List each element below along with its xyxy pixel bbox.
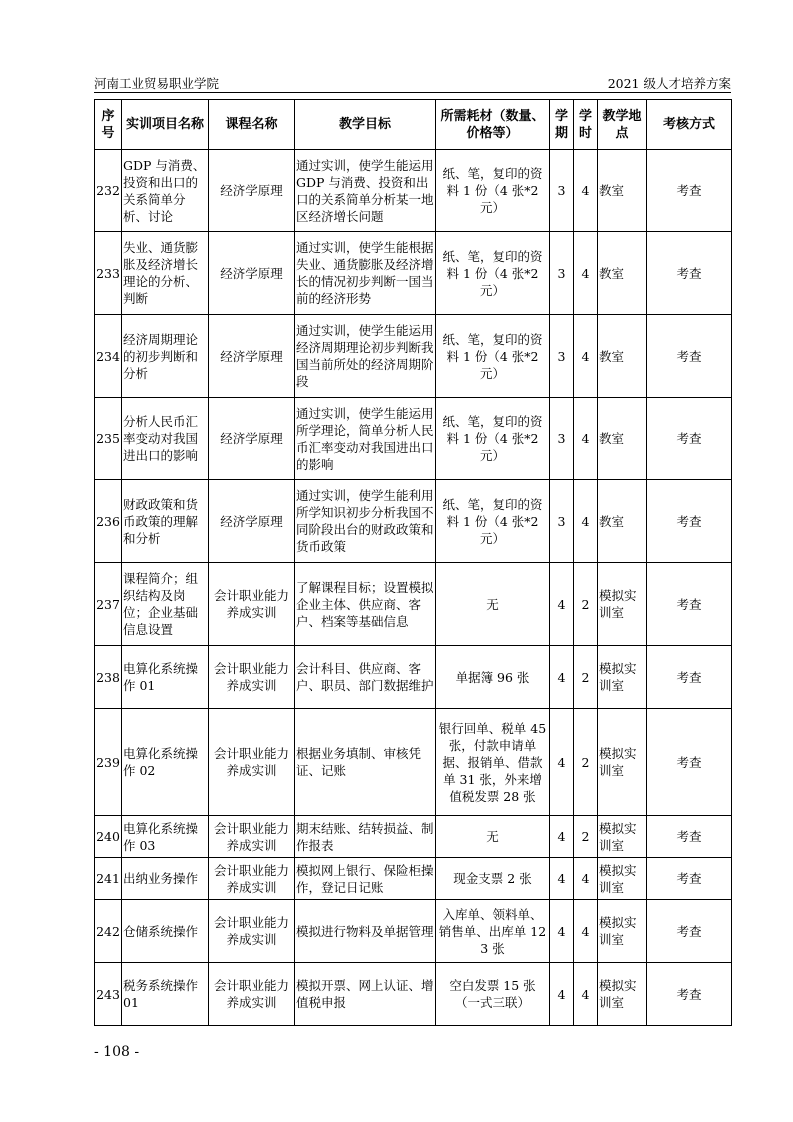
course-name: 会计职业能力养成实训	[209, 858, 295, 900]
term: 4	[550, 900, 574, 963]
term: 4	[550, 858, 574, 900]
page-header	[94, 74, 731, 93]
location: 模拟实训室	[598, 816, 647, 858]
col-header: 课程名称	[209, 100, 295, 150]
hours: 4	[574, 900, 598, 963]
location: 模拟实训室	[598, 646, 647, 709]
table-row	[95, 480, 732, 563]
hours: 2	[574, 709, 598, 816]
course-name: 经济学原理	[209, 232, 295, 315]
project-name: 税务系统操作 01	[122, 963, 209, 1026]
assessment: 考查	[647, 563, 732, 646]
location: 教室	[598, 398, 647, 480]
location: 模拟实训室	[598, 709, 647, 816]
page-number: - 108 -	[94, 1044, 140, 1060]
project-name: 财政政策和货币政策的理解和分析	[122, 480, 209, 563]
hours: 4	[574, 315, 598, 398]
header-plan-title: 2021 级人才培养方案	[607, 76, 731, 91]
assessment: 考查	[647, 709, 732, 816]
row-number: 240	[95, 816, 122, 858]
course-name: 会计职业能力养成实训	[209, 709, 295, 816]
assessment: 考查	[647, 858, 732, 900]
teaching-goal: 通过实训，使学生能利用所学知识初步分析我国不同阶段出台的财政政策和货币政策	[295, 480, 436, 563]
assessment: 考查	[647, 150, 732, 232]
teaching-goal: 模拟网上银行、保险柜操作，登记日记账	[295, 858, 436, 900]
project-name: 仓储系统操作	[122, 900, 209, 963]
term: 4	[550, 709, 574, 816]
term: 3	[550, 150, 574, 232]
location: 教室	[598, 150, 647, 232]
teaching-goal: 期末结账、结转损益、制作报表	[295, 816, 436, 858]
materials: 空白发票 15 张（一式三联）	[436, 963, 550, 1026]
project-name: 失业、通货膨胀及经济增长理论的分析、判断	[122, 232, 209, 315]
teaching-goal: 通过实训，使学生能运用 GDP 与消费、投资和出口的关系简单分析某一地区经济增长问题	[295, 150, 436, 232]
table-row	[95, 150, 732, 232]
col-header: 所需耗材（数量、价格等）	[436, 100, 550, 150]
row-number: 233	[95, 232, 122, 315]
materials: 纸、笔，复印的资料 1 份（4 张*2 元）	[436, 398, 550, 480]
table-row	[95, 963, 732, 1026]
location: 教室	[598, 480, 647, 563]
assessment: 考查	[647, 900, 732, 963]
table-row	[95, 816, 732, 858]
course-name: 经济学原理	[209, 398, 295, 480]
project-name: 分析人民币汇率变动对我国进出口的影响	[122, 398, 209, 480]
teaching-goal: 模拟开票、网上认证、增值税申报	[295, 963, 436, 1026]
training-table	[94, 99, 732, 1026]
location: 模拟实训室	[598, 900, 647, 963]
project-name: 电算化系统操作 01	[122, 646, 209, 709]
teaching-goal: 了解课程目标；设置模拟企业主体、供应商、客户、档案等基础信息	[295, 563, 436, 646]
assessment: 考查	[647, 315, 732, 398]
hours: 4	[574, 858, 598, 900]
teaching-goal: 会计科目、供应商、客户、职员、部门数据维护	[295, 646, 436, 709]
term: 3	[550, 480, 574, 563]
term: 3	[550, 232, 574, 315]
hours: 2	[574, 816, 598, 858]
materials: 无	[436, 563, 550, 646]
hours: 4	[574, 232, 598, 315]
hours: 2	[574, 646, 598, 709]
col-header: 实训项目名称	[122, 100, 209, 150]
location: 教室	[598, 232, 647, 315]
materials: 纸、笔，复印的资料 1 份（4 张*2 元）	[436, 315, 550, 398]
row-number: 241	[95, 858, 122, 900]
table-header-row	[95, 100, 732, 150]
table-row	[95, 709, 732, 816]
course-name: 经济学原理	[209, 150, 295, 232]
col-header: 教学目标	[295, 100, 436, 150]
assessment: 考查	[647, 816, 732, 858]
materials: 单据簿 96 张	[436, 646, 550, 709]
row-number: 232	[95, 150, 122, 232]
hours: 4	[574, 150, 598, 232]
row-number: 237	[95, 563, 122, 646]
row-number: 243	[95, 963, 122, 1026]
project-name: 电算化系统操作 02	[122, 709, 209, 816]
project-name: 电算化系统操作 03	[122, 816, 209, 858]
term: 4	[550, 646, 574, 709]
course-name: 会计职业能力养成实训	[209, 816, 295, 858]
materials: 无	[436, 816, 550, 858]
term: 3	[550, 398, 574, 480]
term: 4	[550, 563, 574, 646]
assessment: 考查	[647, 398, 732, 480]
term: 4	[550, 816, 574, 858]
hours: 4	[574, 480, 598, 563]
course-name: 会计职业能力养成实训	[209, 900, 295, 963]
hours: 4	[574, 963, 598, 1026]
teaching-goal: 通过实训，使学生能运用经济周期理论初步判断我国当前所处的经济周期阶段	[295, 315, 436, 398]
project-name: 经济周期理论的初步判断和分析	[122, 315, 209, 398]
col-header: 考核方式	[647, 100, 732, 150]
teaching-goal: 通过实训，使学生能运用所学理论，简单分析人民币汇率变动对我国进出口的影响	[295, 398, 436, 480]
table-row	[95, 858, 732, 900]
course-name: 会计职业能力养成实训	[209, 963, 295, 1026]
location: 模拟实训室	[598, 858, 647, 900]
row-number: 238	[95, 646, 122, 709]
assessment: 考查	[647, 963, 732, 1026]
hours: 2	[574, 563, 598, 646]
materials: 银行回单、税单 45 张，付款申请单据、报销单、借款单 31 张，外来增值税发票 28 张	[436, 709, 550, 816]
course-name: 会计职业能力养成实训	[209, 563, 295, 646]
materials: 纸、笔，复印的资料 1 份（4 张*2 元）	[436, 150, 550, 232]
assessment: 考查	[647, 646, 732, 709]
assessment: 考查	[647, 232, 732, 315]
project-name: GDP 与消费、投资和出口的关系简单分析、讨论	[122, 150, 209, 232]
col-header: 教学地点	[598, 100, 647, 150]
term: 3	[550, 315, 574, 398]
table-row	[95, 646, 732, 709]
row-number: 236	[95, 480, 122, 563]
table-row	[95, 563, 732, 646]
table-row	[95, 232, 732, 315]
row-number: 234	[95, 315, 122, 398]
location: 教室	[598, 315, 647, 398]
col-header: 序号	[95, 100, 122, 150]
col-header: 学期	[550, 100, 574, 150]
project-name: 出纳业务操作	[122, 858, 209, 900]
table-row	[95, 900, 732, 963]
row-number: 242	[95, 900, 122, 963]
header-school: 河南工业贸易职业学院	[94, 76, 220, 91]
course-name: 会计职业能力养成实训	[209, 646, 295, 709]
hours: 4	[574, 398, 598, 480]
location: 模拟实训室	[598, 963, 647, 1026]
course-name: 经济学原理	[209, 480, 295, 563]
location: 模拟实训室	[598, 563, 647, 646]
teaching-goal: 通过实训，使学生能根据失业、通货膨胀及经济增长的情况初步判断一国当前的经济形势	[295, 232, 436, 315]
row-number: 239	[95, 709, 122, 816]
project-name: 课程简介；组织结构及岗位；企业基础信息设置	[122, 563, 209, 646]
materials: 现金支票 2 张	[436, 858, 550, 900]
table-row	[95, 398, 732, 480]
col-header: 学时	[574, 100, 598, 150]
teaching-goal: 根据业务填制、审核凭证、记账	[295, 709, 436, 816]
table-row	[95, 315, 732, 398]
teaching-goal: 模拟进行物料及单据管理	[295, 900, 436, 963]
materials: 纸、笔，复印的资料 1 份（4 张*2 元）	[436, 232, 550, 315]
assessment: 考查	[647, 480, 732, 563]
term: 4	[550, 963, 574, 1026]
row-number: 235	[95, 398, 122, 480]
materials: 纸、笔，复印的资料 1 份（4 张*2 元）	[436, 480, 550, 563]
materials: 入库单、领料单、销售单、出库单 123 张	[436, 900, 550, 963]
course-name: 经济学原理	[209, 315, 295, 398]
